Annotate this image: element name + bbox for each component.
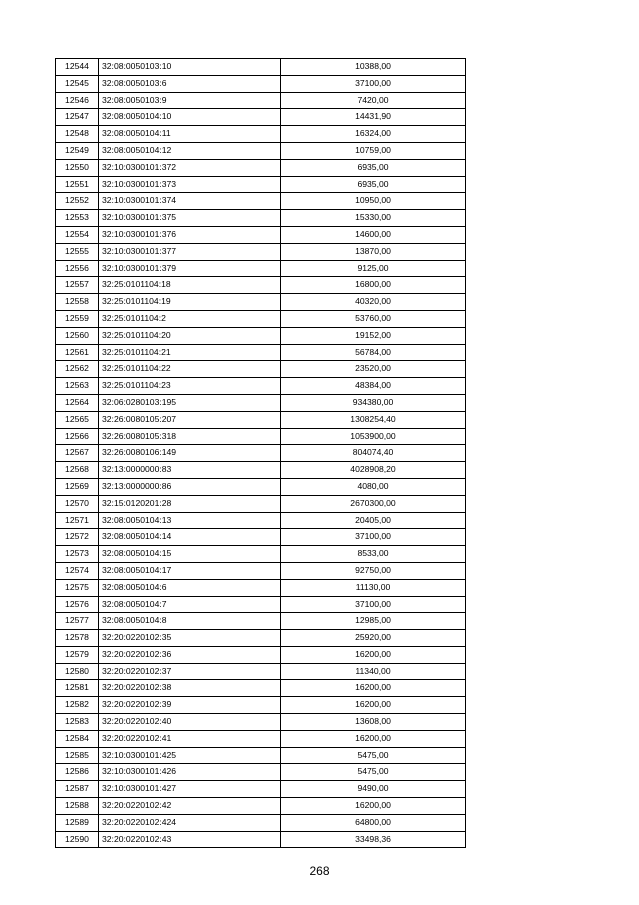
row-number-cell: 12556 bbox=[56, 260, 99, 277]
row-number-cell: 12562 bbox=[56, 361, 99, 378]
cadastral-number-cell: 32:10:0300101:376 bbox=[99, 226, 281, 243]
row-number-cell: 12586 bbox=[56, 764, 99, 781]
value-cell: 5475,00 bbox=[281, 764, 466, 781]
cadastral-number-cell: 32:20:0220102:41 bbox=[99, 730, 281, 747]
row-number-cell: 12558 bbox=[56, 294, 99, 311]
row-number-cell: 12551 bbox=[56, 176, 99, 193]
table-row bbox=[56, 798, 466, 815]
cadastral-number-cell: 32:08:0050104:8 bbox=[99, 613, 281, 630]
cadastral-number-cell: 32:25:0101104:20 bbox=[99, 327, 281, 344]
table-row bbox=[56, 579, 466, 596]
row-number-cell: 12550 bbox=[56, 159, 99, 176]
table-row bbox=[56, 781, 466, 798]
value-cell: 92750,00 bbox=[281, 562, 466, 579]
row-number-cell: 12572 bbox=[56, 529, 99, 546]
cadastral-number-cell: 32:20:0220102:36 bbox=[99, 646, 281, 663]
table-row bbox=[56, 697, 466, 714]
value-cell: 10388,00 bbox=[281, 59, 466, 76]
value-cell: 33498,36 bbox=[281, 831, 466, 848]
value-cell: 6935,00 bbox=[281, 176, 466, 193]
value-cell: 8533,00 bbox=[281, 546, 466, 563]
row-number-cell: 12555 bbox=[56, 243, 99, 260]
table-row bbox=[56, 226, 466, 243]
table-row bbox=[56, 310, 466, 327]
cadastral-number-cell: 32:25:0101104:2 bbox=[99, 310, 281, 327]
table-row bbox=[56, 529, 466, 546]
row-number-cell: 12548 bbox=[56, 126, 99, 143]
table-row bbox=[56, 327, 466, 344]
row-number-cell: 12578 bbox=[56, 630, 99, 647]
table-row bbox=[56, 142, 466, 159]
cadastral-value-table bbox=[55, 58, 466, 848]
table-row bbox=[56, 814, 466, 831]
row-number-cell: 12584 bbox=[56, 730, 99, 747]
cadastral-number-cell: 32:25:0101104:23 bbox=[99, 378, 281, 395]
table-row bbox=[56, 176, 466, 193]
table-row bbox=[56, 613, 466, 630]
row-number-cell: 12569 bbox=[56, 478, 99, 495]
table-row bbox=[56, 159, 466, 176]
table-row bbox=[56, 546, 466, 563]
cadastral-number-cell: 32:08:0050103:9 bbox=[99, 92, 281, 109]
row-number-cell: 12577 bbox=[56, 613, 99, 630]
row-number-cell: 12552 bbox=[56, 193, 99, 210]
cadastral-number-cell: 32:20:0220102:38 bbox=[99, 680, 281, 697]
row-number-cell: 12583 bbox=[56, 714, 99, 731]
value-cell: 16200,00 bbox=[281, 798, 466, 815]
table-row bbox=[56, 294, 466, 311]
value-cell: 16200,00 bbox=[281, 730, 466, 747]
cadastral-number-cell: 32:26:0080105:207 bbox=[99, 411, 281, 428]
cadastral-number-cell: 32:08:0050104:10 bbox=[99, 109, 281, 126]
cadastral-number-cell: 32:20:0220102:424 bbox=[99, 814, 281, 831]
row-number-cell: 12574 bbox=[56, 562, 99, 579]
cadastral-number-cell: 32:10:0300101:375 bbox=[99, 210, 281, 227]
value-cell: 15330,00 bbox=[281, 210, 466, 227]
row-number-cell: 12568 bbox=[56, 462, 99, 479]
row-number-cell: 12557 bbox=[56, 277, 99, 294]
row-number-cell: 12589 bbox=[56, 814, 99, 831]
row-number-cell: 12571 bbox=[56, 512, 99, 529]
cadastral-number-cell: 32:08:0050104:15 bbox=[99, 546, 281, 563]
cadastral-number-cell: 32:06:0280103:195 bbox=[99, 394, 281, 411]
value-cell: 9125,00 bbox=[281, 260, 466, 277]
table-row bbox=[56, 109, 466, 126]
value-cell: 53760,00 bbox=[281, 310, 466, 327]
row-number-cell: 12554 bbox=[56, 226, 99, 243]
table-row bbox=[56, 714, 466, 731]
row-number-cell: 12581 bbox=[56, 680, 99, 697]
row-number-cell: 12585 bbox=[56, 747, 99, 764]
cadastral-number-cell: 32:08:0050104:17 bbox=[99, 562, 281, 579]
cadastral-number-cell: 32:10:0300101:426 bbox=[99, 764, 281, 781]
table-row bbox=[56, 411, 466, 428]
value-cell: 4028908,20 bbox=[281, 462, 466, 479]
row-number-cell: 12590 bbox=[56, 831, 99, 848]
value-cell: 25920,00 bbox=[281, 630, 466, 647]
table-row bbox=[56, 361, 466, 378]
value-cell: 12985,00 bbox=[281, 613, 466, 630]
table-row bbox=[56, 394, 466, 411]
value-cell: 13870,00 bbox=[281, 243, 466, 260]
row-number-cell: 12587 bbox=[56, 781, 99, 798]
value-cell: 934380,00 bbox=[281, 394, 466, 411]
row-number-cell: 12573 bbox=[56, 546, 99, 563]
table-row bbox=[56, 562, 466, 579]
cadastral-number-cell: 32:10:0300101:427 bbox=[99, 781, 281, 798]
value-cell: 37100,00 bbox=[281, 75, 466, 92]
row-number-cell: 12559 bbox=[56, 310, 99, 327]
row-number-cell: 12545 bbox=[56, 75, 99, 92]
table-row bbox=[56, 75, 466, 92]
cadastral-number-cell: 32:25:0101104:18 bbox=[99, 277, 281, 294]
table-row bbox=[56, 680, 466, 697]
value-cell: 37100,00 bbox=[281, 596, 466, 613]
table-row bbox=[56, 428, 466, 445]
row-number-cell: 12560 bbox=[56, 327, 99, 344]
table-row bbox=[56, 378, 466, 395]
value-cell: 19152,00 bbox=[281, 327, 466, 344]
table-row bbox=[56, 730, 466, 747]
row-number-cell: 12582 bbox=[56, 697, 99, 714]
table-row bbox=[56, 630, 466, 647]
row-number-cell: 12579 bbox=[56, 646, 99, 663]
value-cell: 9490,00 bbox=[281, 781, 466, 798]
row-number-cell: 12547 bbox=[56, 109, 99, 126]
cadastral-number-cell: 32:08:0050104:6 bbox=[99, 579, 281, 596]
cadastral-number-cell: 32:08:0050104:7 bbox=[99, 596, 281, 613]
row-number-cell: 12546 bbox=[56, 92, 99, 109]
value-cell: 16200,00 bbox=[281, 646, 466, 663]
value-cell: 10950,00 bbox=[281, 193, 466, 210]
cadastral-number-cell: 32:25:0101104:21 bbox=[99, 344, 281, 361]
cadastral-number-cell: 32:20:0220102:40 bbox=[99, 714, 281, 731]
value-cell: 16200,00 bbox=[281, 680, 466, 697]
row-number-cell: 12580 bbox=[56, 663, 99, 680]
table-row bbox=[56, 663, 466, 680]
table-row bbox=[56, 92, 466, 109]
row-number-cell: 12575 bbox=[56, 579, 99, 596]
table-row bbox=[56, 512, 466, 529]
value-cell: 11130,00 bbox=[281, 579, 466, 596]
value-cell: 14431,90 bbox=[281, 109, 466, 126]
row-number-cell: 12570 bbox=[56, 495, 99, 512]
cadastral-number-cell: 32:10:0300101:372 bbox=[99, 159, 281, 176]
value-cell: 11340,00 bbox=[281, 663, 466, 680]
table-row bbox=[56, 495, 466, 512]
cadastral-number-cell: 32:10:0300101:377 bbox=[99, 243, 281, 260]
cadastral-number-cell: 32:20:0220102:35 bbox=[99, 630, 281, 647]
cadastral-number-cell: 32:26:0080106:149 bbox=[99, 445, 281, 462]
row-number-cell: 12565 bbox=[56, 411, 99, 428]
row-number-cell: 12588 bbox=[56, 798, 99, 815]
value-cell: 48384,00 bbox=[281, 378, 466, 395]
cadastral-number-cell: 32:10:0300101:373 bbox=[99, 176, 281, 193]
cadastral-number-cell: 32:08:0050103:6 bbox=[99, 75, 281, 92]
cadastral-number-cell: 32:10:0300101:374 bbox=[99, 193, 281, 210]
table-row bbox=[56, 747, 466, 764]
row-number-cell: 12544 bbox=[56, 59, 99, 76]
table-row bbox=[56, 260, 466, 277]
value-cell: 5475,00 bbox=[281, 747, 466, 764]
value-cell: 16324,00 bbox=[281, 126, 466, 143]
row-number-cell: 12567 bbox=[56, 445, 99, 462]
value-cell: 20405,00 bbox=[281, 512, 466, 529]
cadastral-number-cell: 32:08:0050103:10 bbox=[99, 59, 281, 76]
table-row bbox=[56, 831, 466, 848]
value-cell: 4080,00 bbox=[281, 478, 466, 495]
value-cell: 16800,00 bbox=[281, 277, 466, 294]
table-row bbox=[56, 596, 466, 613]
cadastral-number-cell: 32:10:0300101:379 bbox=[99, 260, 281, 277]
cadastral-number-cell: 32:13:0000000:83 bbox=[99, 462, 281, 479]
cadastral-number-cell: 32:25:0101104:22 bbox=[99, 361, 281, 378]
table-row bbox=[56, 126, 466, 143]
table-row bbox=[56, 478, 466, 495]
value-cell: 14600,00 bbox=[281, 226, 466, 243]
cadastral-number-cell: 32:20:0220102:43 bbox=[99, 831, 281, 848]
row-number-cell: 12561 bbox=[56, 344, 99, 361]
page-number: 268 bbox=[309, 864, 330, 878]
value-cell: 7420,00 bbox=[281, 92, 466, 109]
value-cell: 37100,00 bbox=[281, 529, 466, 546]
value-cell: 16200,00 bbox=[281, 697, 466, 714]
table-body bbox=[56, 59, 466, 848]
value-cell: 40320,00 bbox=[281, 294, 466, 311]
cadastral-number-cell: 32:15:0120201:28 bbox=[99, 495, 281, 512]
table-row bbox=[56, 344, 466, 361]
cadastral-number-cell: 32:20:0220102:42 bbox=[99, 798, 281, 815]
value-cell: 10759,00 bbox=[281, 142, 466, 159]
row-number-cell: 12564 bbox=[56, 394, 99, 411]
cadastral-number-cell: 32:10:0300101:425 bbox=[99, 747, 281, 764]
cadastral-number-cell: 32:25:0101104:19 bbox=[99, 294, 281, 311]
value-cell: 23520,00 bbox=[281, 361, 466, 378]
cadastral-number-cell: 32:08:0050104:13 bbox=[99, 512, 281, 529]
table-row bbox=[56, 243, 466, 260]
value-cell: 2670300,00 bbox=[281, 495, 466, 512]
cadastral-number-cell: 32:20:0220102:37 bbox=[99, 663, 281, 680]
table-row bbox=[56, 277, 466, 294]
row-number-cell: 12576 bbox=[56, 596, 99, 613]
cadastral-number-cell: 32:20:0220102:39 bbox=[99, 697, 281, 714]
table-row bbox=[56, 59, 466, 76]
table-row bbox=[56, 445, 466, 462]
table-row bbox=[56, 462, 466, 479]
table-row bbox=[56, 193, 466, 210]
value-cell: 1308254,40 bbox=[281, 411, 466, 428]
value-cell: 6935,00 bbox=[281, 159, 466, 176]
value-cell: 13608,00 bbox=[281, 714, 466, 731]
table-row bbox=[56, 646, 466, 663]
table-row bbox=[56, 210, 466, 227]
value-cell: 1053900,00 bbox=[281, 428, 466, 445]
value-cell: 64800,00 bbox=[281, 814, 466, 831]
row-number-cell: 12566 bbox=[56, 428, 99, 445]
table-row bbox=[56, 764, 466, 781]
cadastral-number-cell: 32:08:0050104:12 bbox=[99, 142, 281, 159]
cadastral-number-cell: 32:13:0000000:86 bbox=[99, 478, 281, 495]
cadastral-number-cell: 32:08:0050104:14 bbox=[99, 529, 281, 546]
row-number-cell: 12563 bbox=[56, 378, 99, 395]
value-cell: 56784,00 bbox=[281, 344, 466, 361]
row-number-cell: 12549 bbox=[56, 142, 99, 159]
row-number-cell: 12553 bbox=[56, 210, 99, 227]
cadastral-number-cell: 32:26:0080105:318 bbox=[99, 428, 281, 445]
cadastral-number-cell: 32:08:0050104:11 bbox=[99, 126, 281, 143]
value-cell: 804074,40 bbox=[281, 445, 466, 462]
